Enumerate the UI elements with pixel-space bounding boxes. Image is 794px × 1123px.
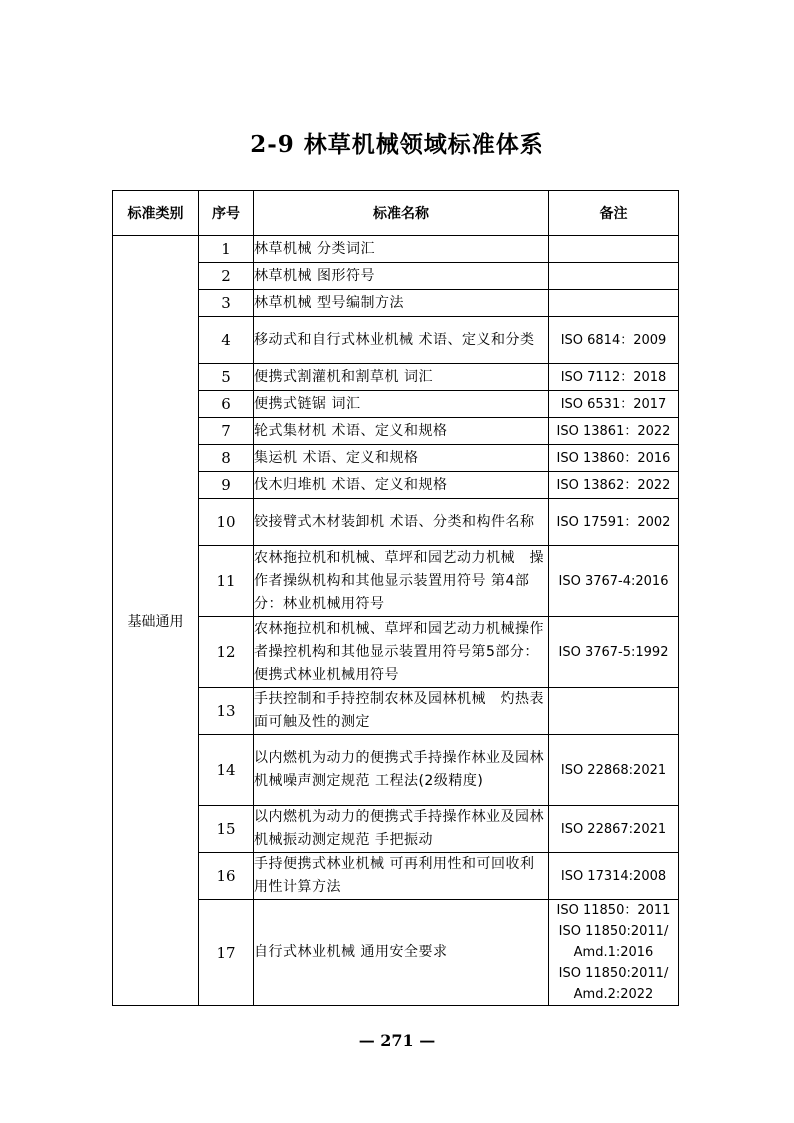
header-seq: 序号 — [199, 191, 254, 236]
standard-name-cell: 集运机 术语、定义和规格 — [254, 445, 549, 472]
note-cell — [549, 236, 679, 263]
note-cell — [549, 290, 679, 317]
note-cell: ISO 6814：2009 — [549, 317, 679, 364]
header-name: 标准名称 — [254, 191, 549, 236]
category-cell: 基础通用 — [113, 236, 199, 1006]
table-header-row — [113, 191, 679, 236]
note-cell: ISO 13861：2022 — [549, 418, 679, 445]
seq-cell: 13 — [199, 688, 254, 735]
seq-cell: 17 — [199, 900, 254, 1006]
header-category: 标准类别 — [113, 191, 199, 236]
seq-cell: 11 — [199, 546, 254, 617]
note-cell — [549, 263, 679, 290]
page-title: 2-9 林草机械领域标准体系 — [250, 131, 544, 158]
standard-name-cell: 以内燃机为动力的便携式手持操作林业及园林机械振动测定规范 手把振动 — [254, 806, 549, 853]
standard-name-cell: 自行式林业机械 通用安全要求 — [254, 900, 549, 1006]
table-row — [113, 236, 679, 263]
standard-name-cell: 铰接臂式木材装卸机 术语、分类和构件名称 — [254, 499, 549, 546]
standard-name-cell: 以内燃机为动力的便携式手持操作林业及园林机械噪声测定规范 工程法(2级精度) — [254, 735, 549, 806]
standard-name-cell: 农林拖拉机和机械、草坪和园艺动力机械操作者操控机构和其他显示装置用符号第5部分：便携式林业机械用符号 — [254, 617, 549, 688]
standard-name-cell: 林草机械 图形符号 — [254, 263, 549, 290]
standard-name-cell: 便携式链锯 词汇 — [254, 391, 549, 418]
note-cell: ISO 22868:2021 — [549, 735, 679, 806]
seq-cell: 4 — [199, 317, 254, 364]
seq-cell: 6 — [199, 391, 254, 418]
page-number: — 271 — — [358, 1031, 436, 1050]
seq-cell: 14 — [199, 735, 254, 806]
note-cell: ISO 7112：2018 — [549, 364, 679, 391]
note-cell: ISO 13860：2016 — [549, 445, 679, 472]
standard-name-cell: 林草机械 分类词汇 — [254, 236, 549, 263]
note-cell: ISO 13862：2022 — [549, 472, 679, 499]
note-cell — [549, 688, 679, 735]
note-cell: ISO 3767-4:2016 — [549, 546, 679, 617]
standard-name-cell: 便携式割灌机和割草机 词汇 — [254, 364, 549, 391]
seq-cell: 16 — [199, 853, 254, 900]
header-note: 备注 — [549, 191, 679, 236]
note-cell: ISO 11850：2011 ISO 11850:2011/ Amd.1:2016 ISO 11850:2011/ Amd.2:2022 — [549, 900, 679, 1006]
note-cell: ISO 17314:2008 — [549, 853, 679, 900]
note-cell: ISO 6531：2017 — [549, 391, 679, 418]
standard-name-cell: 轮式集材机 术语、定义和规格 — [254, 418, 549, 445]
seq-cell: 10 — [199, 499, 254, 546]
standard-name-cell: 移动式和自行式林业机械 术语、定义和分类 — [254, 317, 549, 364]
seq-cell: 9 — [199, 472, 254, 499]
seq-cell: 7 — [199, 418, 254, 445]
seq-cell: 15 — [199, 806, 254, 853]
seq-cell: 1 — [199, 236, 254, 263]
standard-name-cell: 手扶控制和手持控制农林及园林机械 灼热表面可触及性的测定 — [254, 688, 549, 735]
note-cell: ISO 22867:2021 — [549, 806, 679, 853]
standards-table — [112, 190, 679, 1006]
seq-cell: 5 — [199, 364, 254, 391]
seq-cell: 3 — [199, 290, 254, 317]
note-cell: ISO 3767-5:1992 — [549, 617, 679, 688]
seq-cell: 8 — [199, 445, 254, 472]
seq-cell: 12 — [199, 617, 254, 688]
note-cell: ISO 17591：2002 — [549, 499, 679, 546]
seq-cell: 2 — [199, 263, 254, 290]
standard-name-cell: 手持便携式林业机械 可再利用性和可回收利用性计算方法 — [254, 853, 549, 900]
standard-name-cell: 伐木归堆机 术语、定义和规格 — [254, 472, 549, 499]
standard-name-cell: 林草机械 型号编制方法 — [254, 290, 549, 317]
standard-name-cell: 农林拖拉机和机械、草坪和园艺动力机械 操作者操纵机构和其他显示装置用符号 第4部分：林业机械用符号 — [254, 546, 549, 617]
